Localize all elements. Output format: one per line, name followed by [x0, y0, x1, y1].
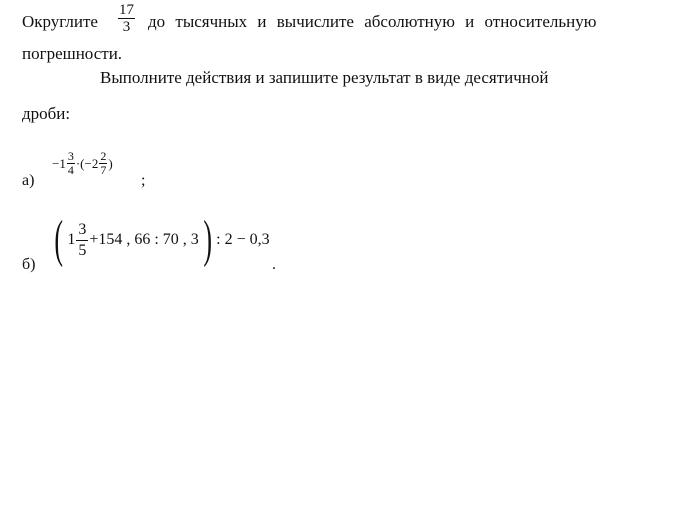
item-a-f1-num: 3 [67, 149, 74, 163]
item-a-fraction2 [99, 150, 107, 177]
item-a-end: ; [141, 172, 146, 189]
item-a-expression [52, 150, 113, 177]
item-a-close: ) [108, 155, 113, 171]
task1-fraction [118, 2, 135, 35]
item-b-fraction [76, 220, 88, 261]
item-b-rest: +154 , 66 : 70 , 3 [89, 231, 199, 248]
task1-suffix: до тысячных и вычислите абсолютную и относительную [148, 12, 597, 31]
item-a-sign1: −1 [52, 155, 66, 171]
item-b-expression [50, 211, 270, 268]
item-b-close-paren: ) [203, 211, 212, 268]
task2-heading-cont: дроби: [22, 104, 71, 123]
item-b-whole: 1 [67, 231, 76, 248]
item-b-f-num: 3 [76, 220, 88, 241]
item-b-end: . [272, 256, 276, 273]
fraction-denominator: 3 [122, 19, 131, 35]
task1-line2: погрешности. [22, 44, 123, 63]
task1-line1 [22, 2, 642, 42]
item-b-tail: : 2 − 0,3 [216, 231, 270, 248]
task2-heading: Выполните действия и запишите результат в виде десятичной [100, 68, 549, 87]
item-a-f2-den: 7 [100, 163, 107, 177]
item-b-f-den: 5 [78, 241, 87, 259]
item-a-f2-num: 2 [100, 149, 107, 163]
fraction-numerator: 17 [119, 2, 134, 18]
item-a-fraction1 [67, 150, 75, 177]
task1-prefix: Округлите [22, 12, 98, 31]
item-a-f1-den: 4 [67, 163, 74, 177]
item-a-mid: ·(−2 [75, 155, 99, 171]
item-b-label: б) [22, 256, 36, 273]
item-a-label: а) [22, 172, 35, 189]
item-b-open-paren: ( [54, 211, 63, 268]
